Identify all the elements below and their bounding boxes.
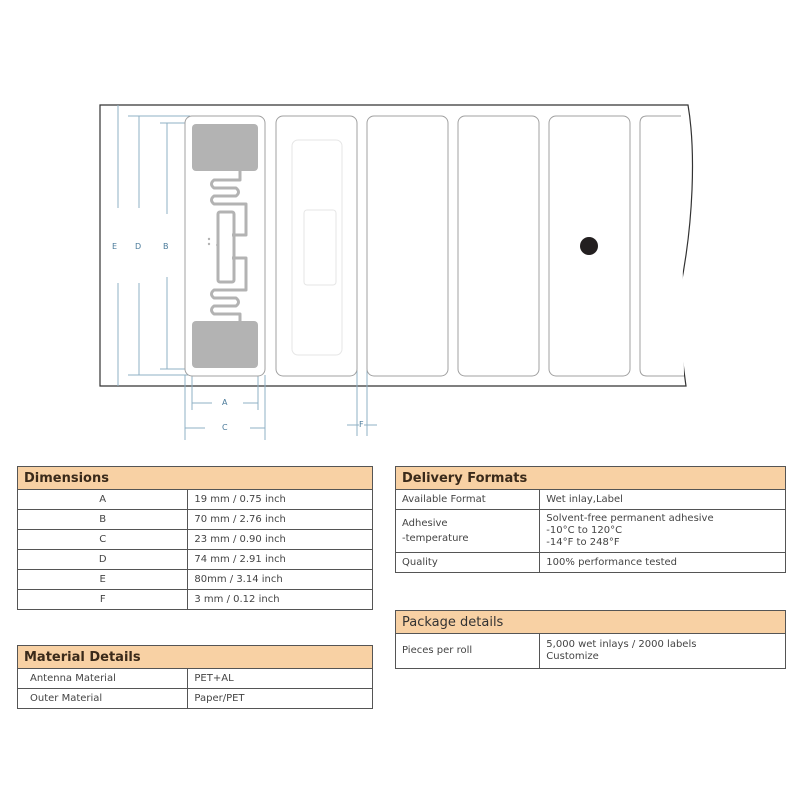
table-row: A 19 mm / 0.75 inch xyxy=(18,490,373,510)
dim-label-d: D xyxy=(135,242,142,251)
label-4 xyxy=(458,116,539,376)
dim-label-e: E xyxy=(112,242,118,251)
table-row: F 3 mm / 0.12 inch xyxy=(18,590,373,610)
dimensions-table xyxy=(17,466,373,610)
label-3 xyxy=(367,116,448,376)
table-row: Outer Material Paper/PET xyxy=(18,689,373,709)
table-row: Adhesive -temperature Solvent-free permanent adhesive -10°C to 120°C -14°F to 248°F xyxy=(396,510,786,553)
table-row: E 80mm / 3.14 inch xyxy=(18,570,373,590)
dim-label-a: A xyxy=(222,398,228,407)
dimensions-title: Dimensions xyxy=(18,467,373,490)
package-details-title: Package details xyxy=(396,611,786,634)
material-details-table xyxy=(17,645,373,709)
delivery-formats-title: Delivery Formats xyxy=(396,467,786,490)
material-details-title: Material Details xyxy=(18,646,373,669)
table-row: D 74 mm / 2.91 inch xyxy=(18,550,373,570)
table-row: Antenna Material PET+AL xyxy=(18,669,373,689)
table-row: Quality 100% performance tested xyxy=(396,553,786,573)
table-row: C 23 mm / 0.90 inch xyxy=(18,530,373,550)
delivery-formats-table xyxy=(395,466,786,573)
dim-label-f: F xyxy=(359,420,365,429)
package-details-table xyxy=(395,610,786,669)
black-mark xyxy=(580,237,598,255)
table-row: B 70 mm / 2.76 inch xyxy=(18,510,373,530)
table-row: Pieces per roll 5,000 wet inlays / 2000 labels Customize xyxy=(396,634,786,669)
dim-label-b: B xyxy=(163,242,169,251)
label-2 xyxy=(276,116,357,376)
table-row: Available Format Wet inlay,Label xyxy=(396,490,786,510)
dim-label-c: C xyxy=(222,423,229,432)
label-6 xyxy=(640,116,684,376)
